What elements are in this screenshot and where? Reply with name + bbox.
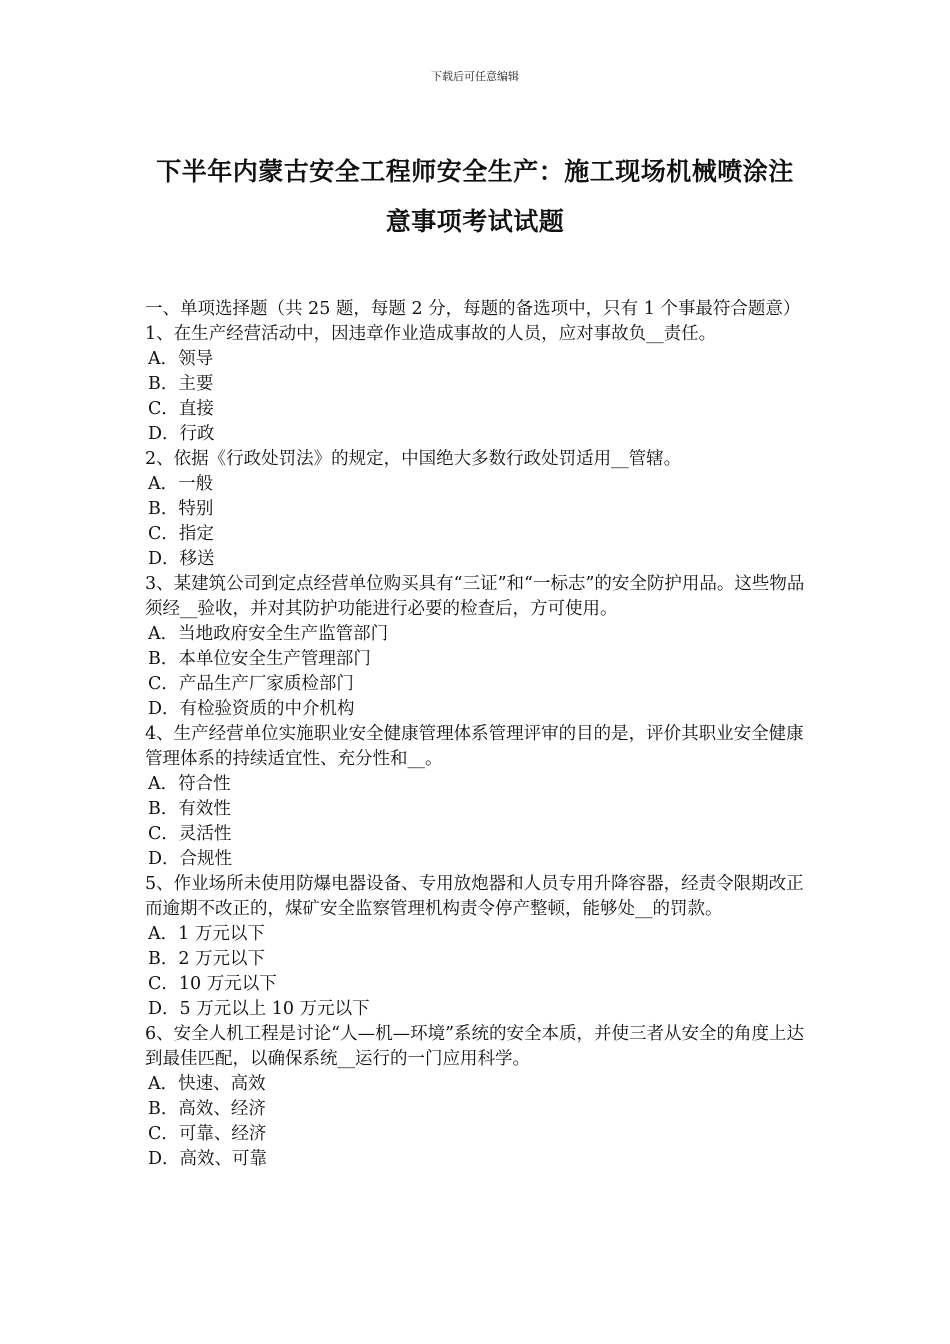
question-content	[145, 297, 813, 1172]
question-stem: 5、作业场所未使用防爆电器设备、专用放炮器和人员专用升降容器，经责令限期改正而逾期不改正的，煤矿安全监察管理机构责令停产整顿，能够处__的罚款。	[145, 874, 804, 919]
question-5	[145, 872, 813, 1022]
question-stem: 1、在生产经营活动中，因违章作业造成事故的人员，应对事故负__责任。	[145, 324, 717, 344]
option-d: D．高效、可靠	[148, 1149, 268, 1169]
option-c: C．10 万元以下	[148, 974, 277, 994]
page-title	[150, 147, 800, 247]
option-c: C．可靠、经济	[148, 1124, 267, 1144]
option-c: C．直接	[148, 399, 214, 419]
question-stem: 3、某建筑公司到定点经营单位购买具有“三证”和“一标志”的安全防护用品。这些物品须经__验收，并对其防护功能进行必要的检查后，方可使用。	[145, 574, 805, 619]
question-3	[145, 572, 813, 722]
question-stem: 4、生产经营单位实施职业安全健康管理体系管理评审的目的是，评价其职业安全健康管理体系的持续适宜性、充分性和__。	[145, 724, 804, 769]
option-a: A．符合性	[148, 774, 231, 794]
option-d: D．合规性	[148, 849, 233, 869]
option-c: C．灵活性	[148, 824, 232, 844]
option-c: C．产品生产厂家质检部门	[148, 674, 354, 694]
page-title-line-2: 意事项考试试题	[385, 207, 565, 236]
question-stem: 2、依据《行政处罚法》的规定，中国绝大多数行政处罚适用__管辖。	[145, 449, 682, 469]
option-a: A．快速、高效	[148, 1074, 266, 1094]
question-6	[145, 1022, 813, 1172]
option-d: D．5 万元以上 10 万元以下	[148, 999, 370, 1019]
question-stem: 6、安全人机工程是讨论“人—机—环境”系统的安全本质，并使三者从安全的角度上达到最佳匹配，以确保系统__运行的一门应用科学。	[145, 1024, 805, 1069]
option-c: C．指定	[148, 524, 214, 544]
question-4	[145, 722, 813, 872]
option-b: B．2 万元以下	[148, 949, 266, 969]
question-1	[145, 322, 813, 447]
option-b: B．特别	[148, 499, 214, 519]
option-a: A．一般	[148, 474, 214, 494]
option-d: D．移送	[148, 549, 215, 569]
option-a: A．领导	[148, 349, 214, 369]
option-b: B．本单位安全生产管理部门	[148, 649, 371, 669]
option-b: B．高效、经济	[148, 1099, 266, 1119]
option-d: D．有检验资质的中介机构	[148, 699, 355, 719]
option-b: B．有效性	[148, 799, 231, 819]
header-note: 下载后可任意编辑	[431, 70, 519, 83]
option-a: A．当地政府安全生产监管部门	[148, 624, 389, 644]
page-title-line-1: 下半年内蒙古安全工程师安全生产：施工现场机械喷涂注	[156, 157, 794, 186]
option-a: A．1 万元以下	[148, 924, 265, 944]
option-b: B．主要	[148, 374, 214, 394]
option-d: D．行政	[148, 424, 215, 444]
section-heading: 一、单项选择题（共 25 题，每题 2 分，每题的备选项中，只有 1 个事最符合题意）	[145, 299, 801, 319]
question-2	[145, 447, 813, 572]
